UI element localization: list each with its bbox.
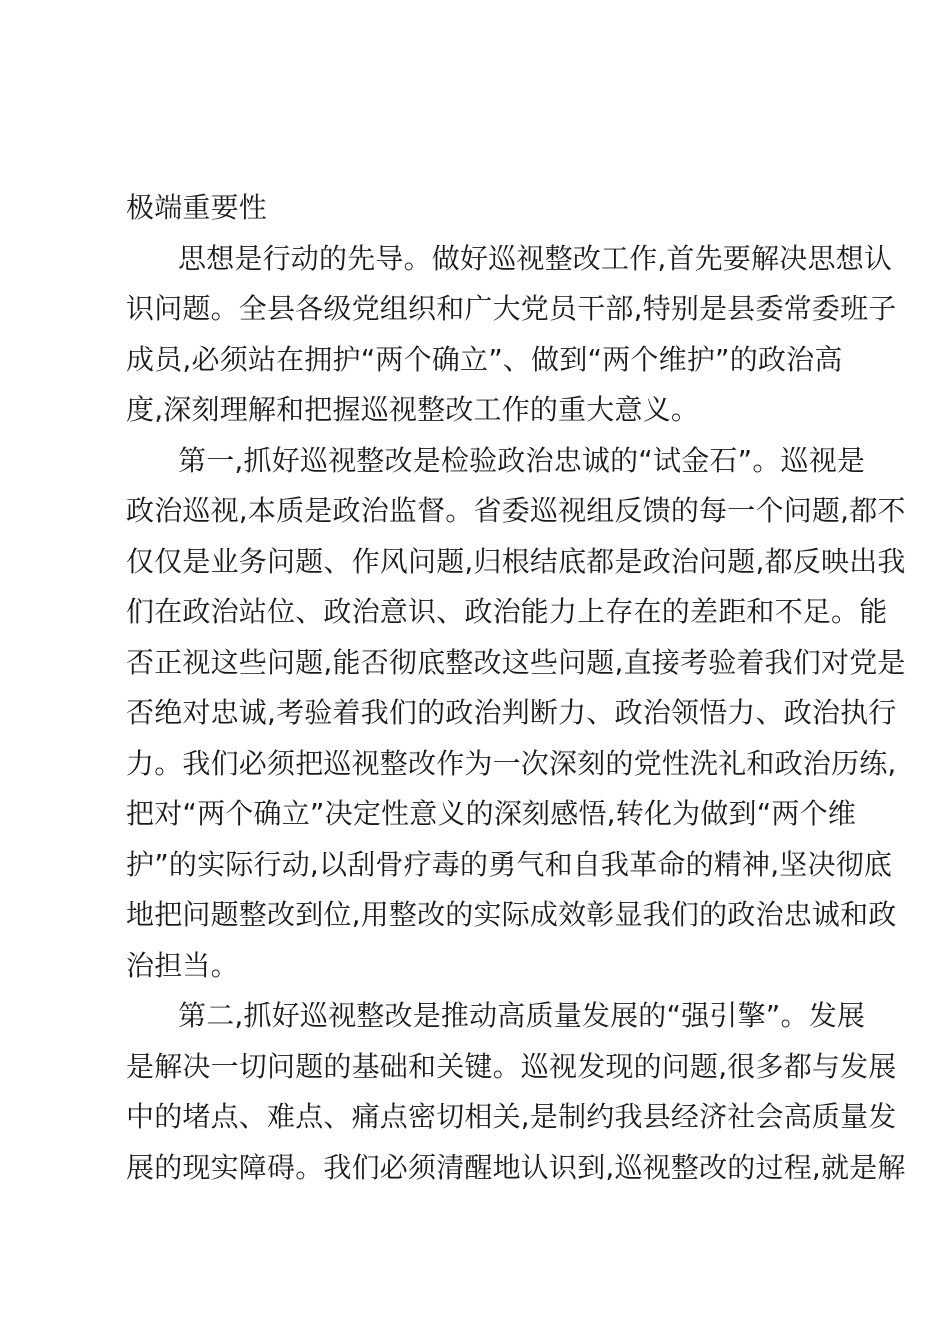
text-line: 思想是行动的先导。做好巡视整改工作,首先要解决思想认 bbox=[178, 241, 893, 275]
text-line: 识问题。全县各级党组织和广大党员干部,特别是县委常委班子 bbox=[126, 292, 897, 325]
text-line: 成员,必须站在拥护“两个确立”、做到“两个维护”的政治高 bbox=[126, 342, 843, 376]
text-line: 第一,抓好巡视整改是检验政治忠诚的“试金石”。巡视是 bbox=[178, 443, 866, 477]
text-line: 力。我们必须把巡视整改作为一次深刻的党性洗礼和政治历练, bbox=[126, 746, 897, 780]
text-line: 否绝对忠诚,考验着我们的政治判断力、政治领悟力、政治执行 bbox=[126, 696, 897, 729]
paragraph-second-point bbox=[126, 991, 906, 1193]
text-line: 把对“两个确立”决定性意义的深刻感悟,转化为做到“两个维 bbox=[126, 797, 857, 830]
paragraph-first-point bbox=[126, 436, 906, 992]
text-line: 政治巡视,本质是政治监督。省委巡视组反馈的每一个问题,都不 bbox=[126, 494, 906, 527]
body-text bbox=[126, 183, 906, 1193]
text-line: 中的堵点、难点、痛点密切相关,是制约我县经济社会高质量发 bbox=[126, 1100, 897, 1133]
section-heading-tail: 极端重要性 bbox=[126, 191, 268, 224]
text-line: 第二,抓好巡视整改是推动高质量发展的“强引擎”。发展 bbox=[178, 999, 866, 1032]
text-line: 否正视这些问题,能否彻底整改这些问题,直接考验着我们对党是 bbox=[126, 645, 906, 679]
text-line: 护”的实际行动,以刮骨疗毒的勇气和自我革命的精神,坚决彻底 bbox=[126, 847, 893, 881]
text-line: 地把问题整改到位,用整改的实际成效彰显我们的政治忠诚和政 bbox=[126, 898, 897, 931]
text-line: 度,深刻理解和把握巡视整改工作的重大意义。 bbox=[126, 393, 700, 426]
text-line: 治担当。 bbox=[126, 948, 239, 982]
text-line: 们在政治站位、政治意识、政治能力上存在的差距和不足。能 bbox=[126, 595, 888, 628]
paragraph-thought-guidance bbox=[126, 234, 897, 436]
text-line: 展的现实障碍。我们必须清醒地认识到,巡视整改的过程,就是解 bbox=[126, 1150, 906, 1184]
text-line: 仅仅是业务问题、作风问题,归根结底都是政治问题,都反映出我 bbox=[126, 544, 906, 578]
text-line: 是解决一切问题的基础和关键。巡视发现的问题,很多都与发展 bbox=[126, 1049, 897, 1083]
